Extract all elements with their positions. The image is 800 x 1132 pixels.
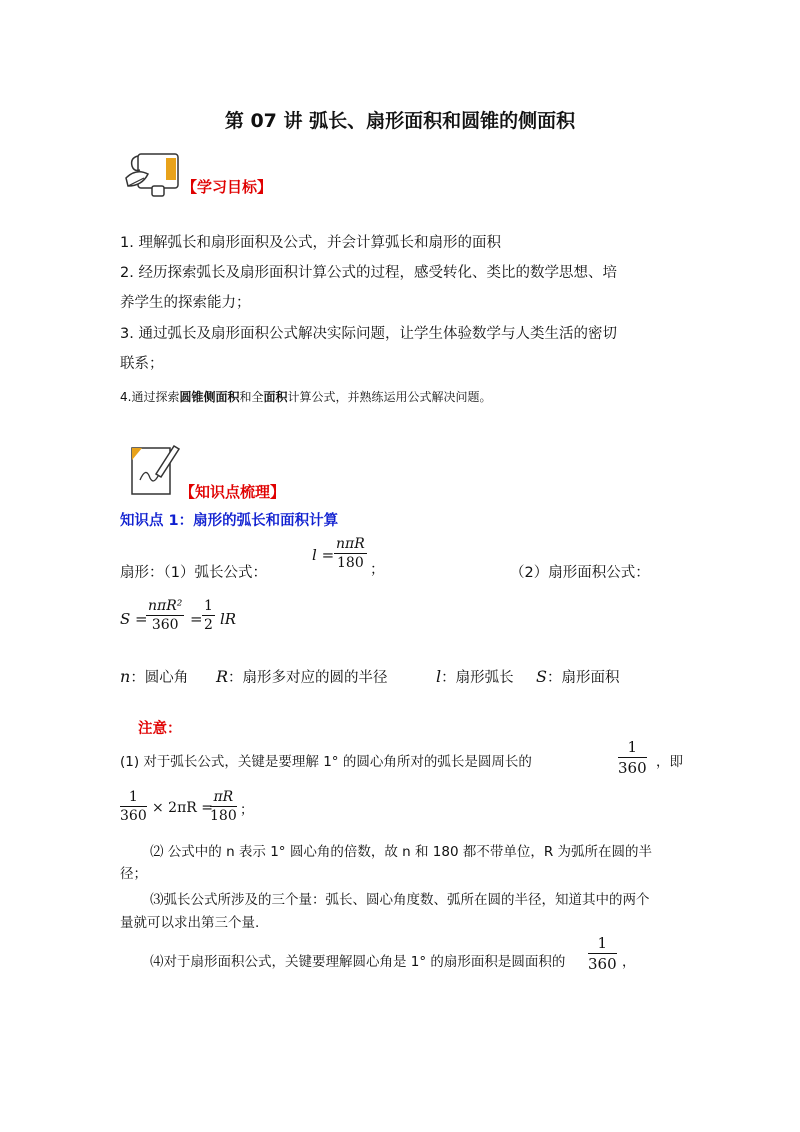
arc-denominator: 180 [337, 555, 364, 571]
area-denominator: 360 [151, 617, 179, 633]
sector-label: 扇形：（1）弧长公式： [120, 565, 267, 581]
note-2-line-2: 径； [120, 866, 147, 882]
note-1-eq-den2: 180 [210, 808, 237, 824]
objective-item-3-cont: 联系； [120, 356, 164, 372]
note-4-fraction-num: 1 [588, 934, 617, 954]
half-denominator: 2 [204, 617, 213, 633]
arc-semicolon: ； [370, 562, 385, 578]
note-1-text: (1) 对于弧长公式，关键是要理解 1° 的圆心角所对的弧长是圆周长的 [120, 754, 532, 770]
definition-l [436, 667, 514, 688]
notes-heading: 注意： [138, 721, 182, 737]
area-lhs: S = [120, 610, 148, 628]
half-fraction [202, 598, 215, 633]
area-lR: lR [220, 610, 237, 628]
note-4-fraction-den: 360 [588, 955, 617, 973]
note-1-fraction [618, 738, 647, 777]
scroll-quill-icon [122, 150, 182, 200]
note-1-eq-num: 1 [120, 789, 147, 807]
arc-numerator: nπR [336, 536, 365, 552]
area-numerator: nπR² [148, 598, 183, 614]
definition-S [536, 667, 619, 688]
note-1-eq-fraction-a [120, 789, 147, 824]
definition-n-text: ：圆心角 [130, 670, 189, 686]
note-4-text: ⑷对于扇形面积公式，关键要理解圆心角是 1° 的扇形面积是圆面积的 [150, 954, 566, 970]
definition-l-text: ：扇形弧长 [441, 670, 514, 686]
note-1-eq-fraction-b [210, 789, 237, 824]
page-title: 第 07 讲 弧长、扇形面积和圆锥的侧面积 [224, 110, 576, 132]
objective-4-mid: 和全 [239, 390, 264, 404]
note-1-eq-num2: πR [210, 789, 237, 807]
note-1-fraction-den: 360 [618, 759, 647, 777]
objective-4-bold-2: 面积 [263, 390, 288, 404]
objective-4-post: 计算公式，并熟练运用公式解决问题。 [287, 390, 492, 404]
note-1-eq-den: 360 [120, 808, 147, 824]
area-fraction [146, 598, 184, 633]
note-3-line-1: ⑶弧长公式所涉及的三个量：弧长、圆心角度数、弧所在圆的半径，知道其中的两个 [150, 892, 650, 908]
notepad-pen-icon [126, 440, 182, 500]
definition-R [216, 667, 388, 688]
knowledge-header: 【知识点梳理】 [180, 483, 286, 501]
half-numerator: 1 [204, 598, 213, 614]
objective-item-1: 1. 理解弧长和扇形面积及公式，并会计算弧长和扇形的面积 [120, 235, 501, 251]
note-2-line-1: ⑵ 公式中的 n 表示 1° 圆心角的倍数，故 n 和 180 都不带单位，R 为弧所在圆的半 [150, 844, 653, 860]
definition-l-symbol: l [436, 667, 442, 686]
note-1-eq-tail: ； [240, 802, 254, 818]
objective-4-pre: 4.通过探索 [120, 390, 180, 404]
definition-S-text: ：扇形面积 [546, 670, 620, 686]
knowledge-point-1-heading: 知识点 1：扇形的弧长和面积计算 [120, 513, 339, 529]
definition-R-symbol: R [216, 667, 229, 686]
note-1-tail: ，即 [656, 754, 683, 770]
definition-R-text: ：扇形多对应的圆的半径 [228, 670, 388, 686]
area-equals: = [190, 610, 203, 628]
note-3-line-2: 量就可以求出第三个量. [120, 915, 260, 931]
note-4-tail: ， [622, 954, 636, 970]
definition-n [120, 667, 188, 688]
objectives-header: 【学习目标】 [182, 178, 273, 196]
note-4-fraction [588, 934, 617, 973]
note-1-eq-mid [152, 800, 213, 816]
arc-lhs: l = [312, 546, 335, 564]
objective-item-2-cont: 养学生的探索能力； [120, 295, 251, 311]
definition-S-symbol: S [536, 667, 547, 686]
definition-n-symbol: n [120, 667, 131, 686]
objective-item-3: 3. 通过弧长及扇形面积公式解决实际问题，让学生体验数学与人类生活的密切 [120, 326, 617, 342]
objective-item-2: 2. 经历探索弧长及扇形面积计算公式的过程，感受转化、类比的数学思想、培 [120, 265, 617, 281]
note-1-eq-mid-text: × 2πR = [152, 800, 214, 816]
objective-4-bold-1: 圆锥侧面积 [179, 390, 240, 404]
note-1-fraction-num: 1 [618, 738, 647, 758]
arc-length-fraction [334, 536, 367, 571]
area-label: （2）扇形面积公式： [510, 565, 650, 581]
objective-item-4 [120, 388, 492, 405]
